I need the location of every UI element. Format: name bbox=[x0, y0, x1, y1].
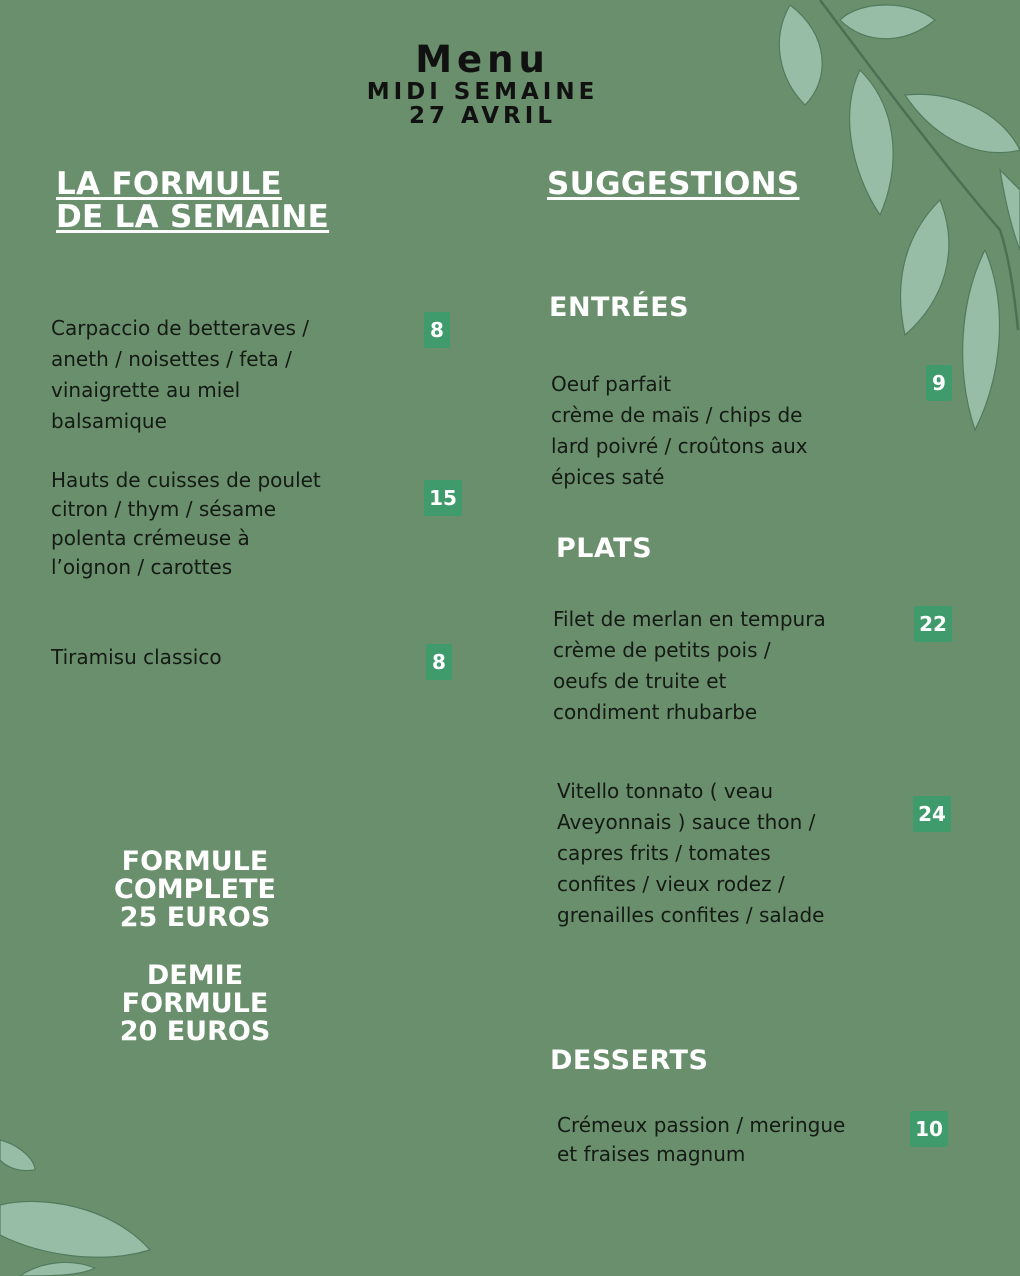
item-line: Hauts de cuisses de poulet bbox=[51, 468, 321, 492]
price-badge: 24 bbox=[913, 796, 951, 832]
item-line: Crémeux passion / meringue bbox=[557, 1113, 846, 1137]
price-badge: 8 bbox=[424, 312, 450, 348]
item-line: Tiramisu classico bbox=[51, 645, 222, 669]
item-line: capres frits / tomates bbox=[557, 841, 771, 865]
item-line: et fraises magnum bbox=[557, 1142, 746, 1166]
item-line: Aveyonnais ) sauce thon / bbox=[557, 810, 816, 834]
item-line: balsamique bbox=[51, 409, 167, 433]
formule-heading-line1: LA FORMULE bbox=[56, 166, 282, 202]
item-line: oeufs de truite et bbox=[553, 669, 727, 693]
item-line: vinaigrette au miel bbox=[51, 378, 241, 402]
entrees-heading: ENTRÉES bbox=[549, 292, 690, 323]
formule-complete-price bbox=[40, 848, 350, 932]
item-line: condiment rhubarbe bbox=[553, 700, 758, 724]
formula-line: FORMULE bbox=[121, 988, 269, 1019]
formula-line: COMPLETE bbox=[114, 874, 276, 905]
formula-line: FORMULE bbox=[121, 846, 269, 877]
formule-item-main bbox=[51, 466, 321, 582]
formula-line: 20 EUROS bbox=[119, 1016, 271, 1047]
price-badge: 10 bbox=[910, 1111, 948, 1147]
entree-item bbox=[551, 369, 808, 493]
item-line: grenailles confites / salade bbox=[557, 903, 825, 927]
item-line: Vitello tonnato ( veau bbox=[557, 779, 774, 803]
formule-item-starter bbox=[51, 313, 309, 437]
price-badge: 22 bbox=[914, 606, 952, 642]
plat-item-merlan bbox=[553, 604, 826, 728]
item-line: polenta crémeuse à bbox=[51, 526, 250, 550]
item-line: citron / thym / sésame bbox=[51, 497, 277, 521]
suggestions-heading: SUGGESTIONS bbox=[547, 166, 800, 202]
item-line: Oeuf parfait bbox=[551, 372, 671, 396]
item-line: aneth / noisettes / feta / bbox=[51, 347, 292, 371]
plats-heading: PLATS bbox=[556, 533, 653, 564]
plat-item-vitello bbox=[557, 776, 824, 931]
item-line: Filet de merlan en tempura bbox=[553, 607, 826, 631]
dessert-item bbox=[557, 1111, 845, 1169]
demie-formule-price bbox=[40, 962, 350, 1046]
formule-item-dessert bbox=[51, 643, 222, 672]
formule-heading bbox=[56, 168, 329, 234]
formula-line: 25 EUROS bbox=[119, 902, 271, 933]
menu-subtitle-service: MIDI SEMAINE bbox=[366, 79, 599, 105]
item-line: Carpaccio de betteraves / bbox=[51, 316, 310, 340]
price-badge: 15 bbox=[424, 480, 462, 516]
menu-header bbox=[0, 40, 965, 128]
desserts-heading: DESSERTS bbox=[550, 1045, 709, 1076]
formule-heading-line2: DE LA SEMAINE bbox=[56, 199, 330, 235]
menu-subtitle-date: 27 AVRIL bbox=[409, 103, 556, 129]
item-line: confites / vieux rodez / bbox=[557, 872, 785, 896]
item-line: crème de petits pois / bbox=[553, 638, 771, 662]
item-line: crème de maïs / chips de bbox=[551, 403, 803, 427]
price-badge: 9 bbox=[926, 365, 952, 401]
menu-title: Menu bbox=[415, 38, 550, 81]
item-line: épices saté bbox=[551, 465, 665, 489]
item-line: lard poivré / croûtons aux bbox=[551, 434, 808, 458]
formula-line: DEMIE bbox=[146, 960, 244, 991]
price-badge: 8 bbox=[426, 644, 452, 680]
item-line: l’oignon / carottes bbox=[51, 555, 233, 579]
